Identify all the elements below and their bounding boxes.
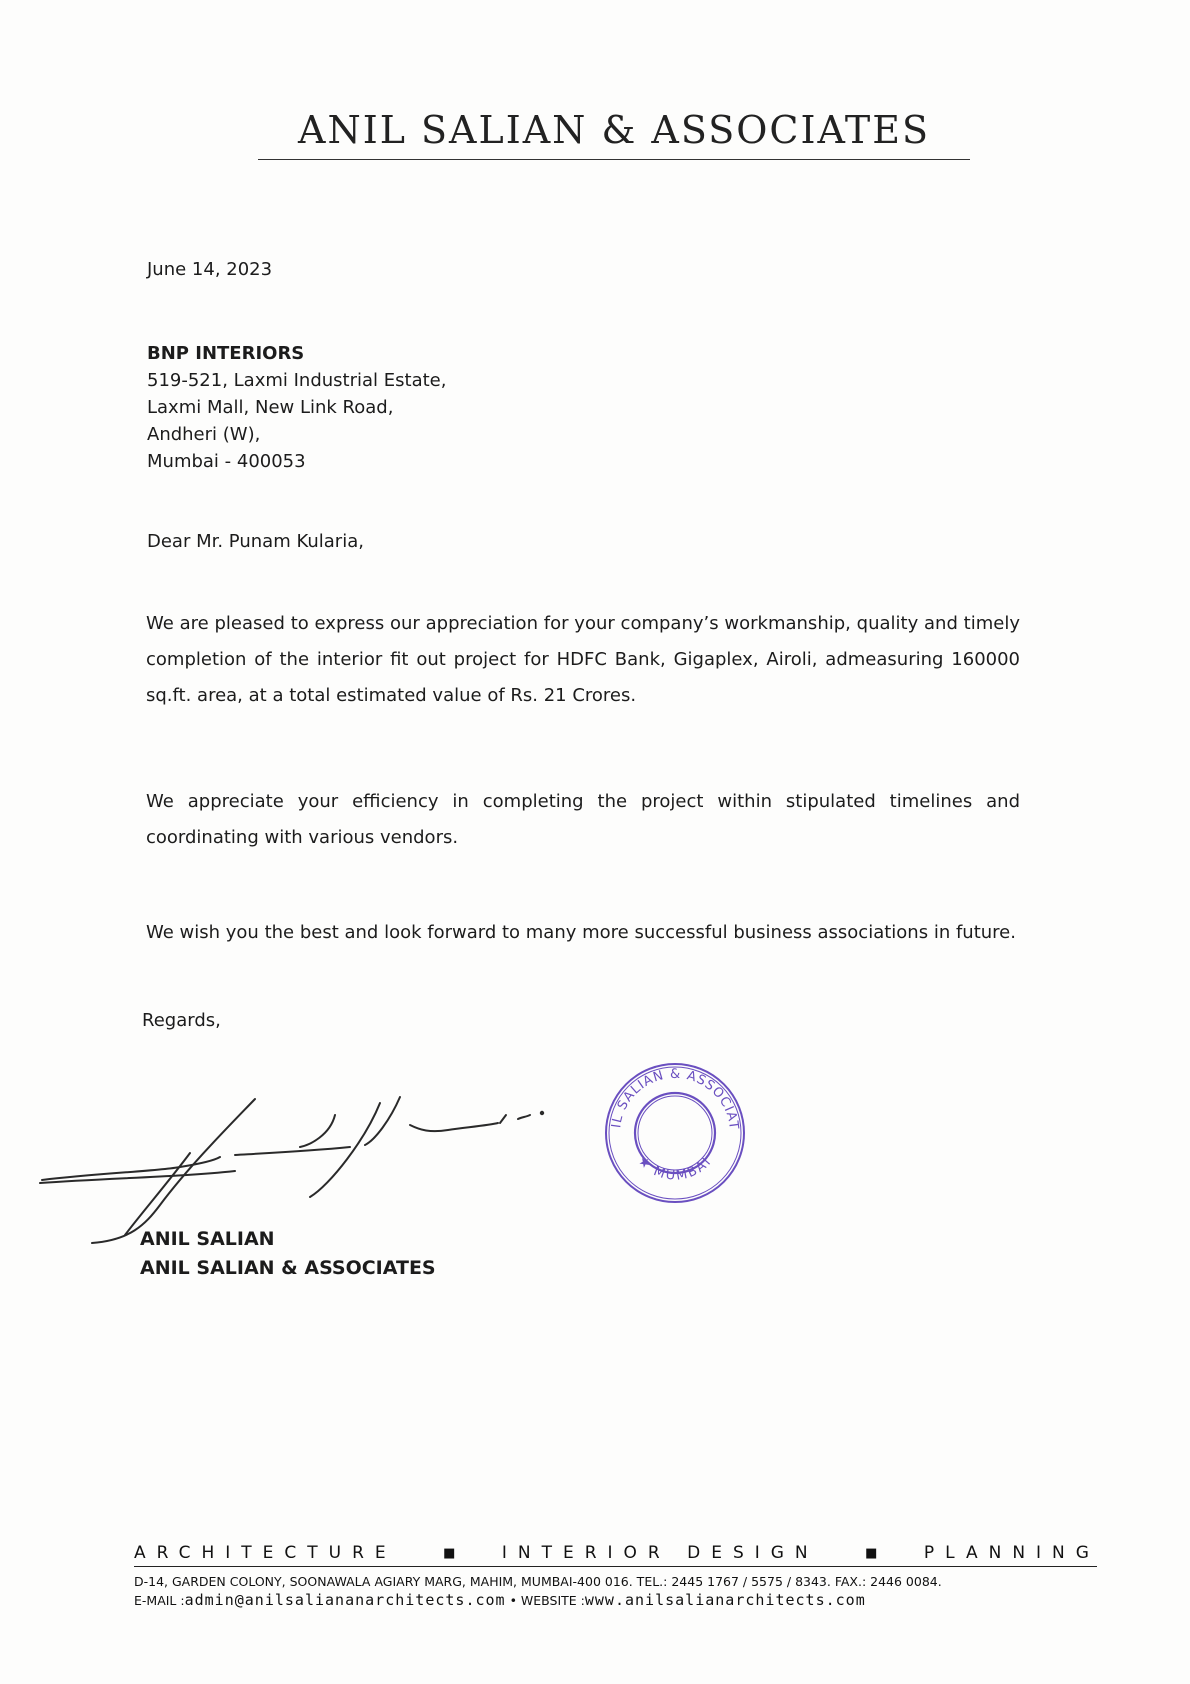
email-label: E-MAIL :	[134, 1593, 185, 1608]
svg-text:ANIL SALIAN & ASSOCIATES: IL SALIAN & ASSOCIAT	[609, 1066, 742, 1131]
addressee-line: Laxmi Mall, New Link Road,	[147, 397, 394, 418]
addressee-line: 519-521, Laxmi Industrial Estate,	[147, 370, 447, 391]
body-paragraph: We wish you the best and look forward to many more successful business associations in future.	[146, 922, 1016, 943]
website-label: WEBSITE :	[520, 1593, 585, 1608]
footer-contact	[134, 1591, 1100, 1609]
square-bullet-icon: ■	[865, 1545, 878, 1561]
service-planning: PLANNING	[923, 1543, 1100, 1563]
addressee-block	[147, 340, 446, 475]
letterhead-divider	[258, 159, 970, 160]
bullet-icon: •	[509, 1593, 521, 1608]
website-url: www.anilsalianarchitects.com	[584, 1591, 866, 1609]
addressee-line: Mumbai - 400053	[147, 451, 306, 472]
letter-date: June 14, 2023	[147, 259, 273, 280]
footer-services	[134, 1543, 1100, 1563]
signatory-block	[140, 1225, 436, 1283]
svg-text:★ MUMBAI: ★ MUMBAI	[634, 1153, 716, 1184]
service-interior-design: INTERIOR DESIGN	[501, 1543, 819, 1563]
company-seal	[600, 1058, 750, 1208]
body-paragraph: We appreciate your efficiency in completing the project within stipulated timelines and coordinating with various vendors.	[146, 791, 1020, 848]
closing: Regards,	[142, 1010, 221, 1031]
footer-address: D-14, GARDEN COLONY, SOONAWALA AGIARY MARG, MAHIM, MUMBAI-400 016. TEL.: 2445 1767 / 5575 / 8343. FAX.: 2446 0084.	[134, 1574, 942, 1589]
signatory-name: ANIL SALIAN	[140, 1228, 275, 1250]
email-address: admin@anilsaliananarchitects.com	[184, 1591, 506, 1609]
letterhead-firm-name: ANIL SALIAN & ASSOCIATES	[298, 108, 930, 152]
service-architecture: ARCHITECTURE	[134, 1543, 397, 1563]
footer-divider	[134, 1566, 1097, 1567]
square-bullet-icon: ■	[443, 1545, 456, 1561]
addressee-company: BNP INTERIORS	[147, 343, 305, 364]
body-paragraph: We are pleased to express our appreciation for your company’s workmanship, quality and timely completion of the interior fit out project for HDFC Bank, Gigaplex, Airoli, admeasuring 160000 sq.ft. area, at a total estimated value of Rs. 21 Crores.	[146, 613, 1020, 706]
handwritten-signature	[30, 1085, 550, 1245]
addressee-line: Andheri (W),	[147, 424, 261, 445]
salutation: Dear Mr. Punam Kularia,	[147, 531, 364, 552]
signatory-firm: ANIL SALIAN & ASSOCIATES	[140, 1257, 436, 1279]
